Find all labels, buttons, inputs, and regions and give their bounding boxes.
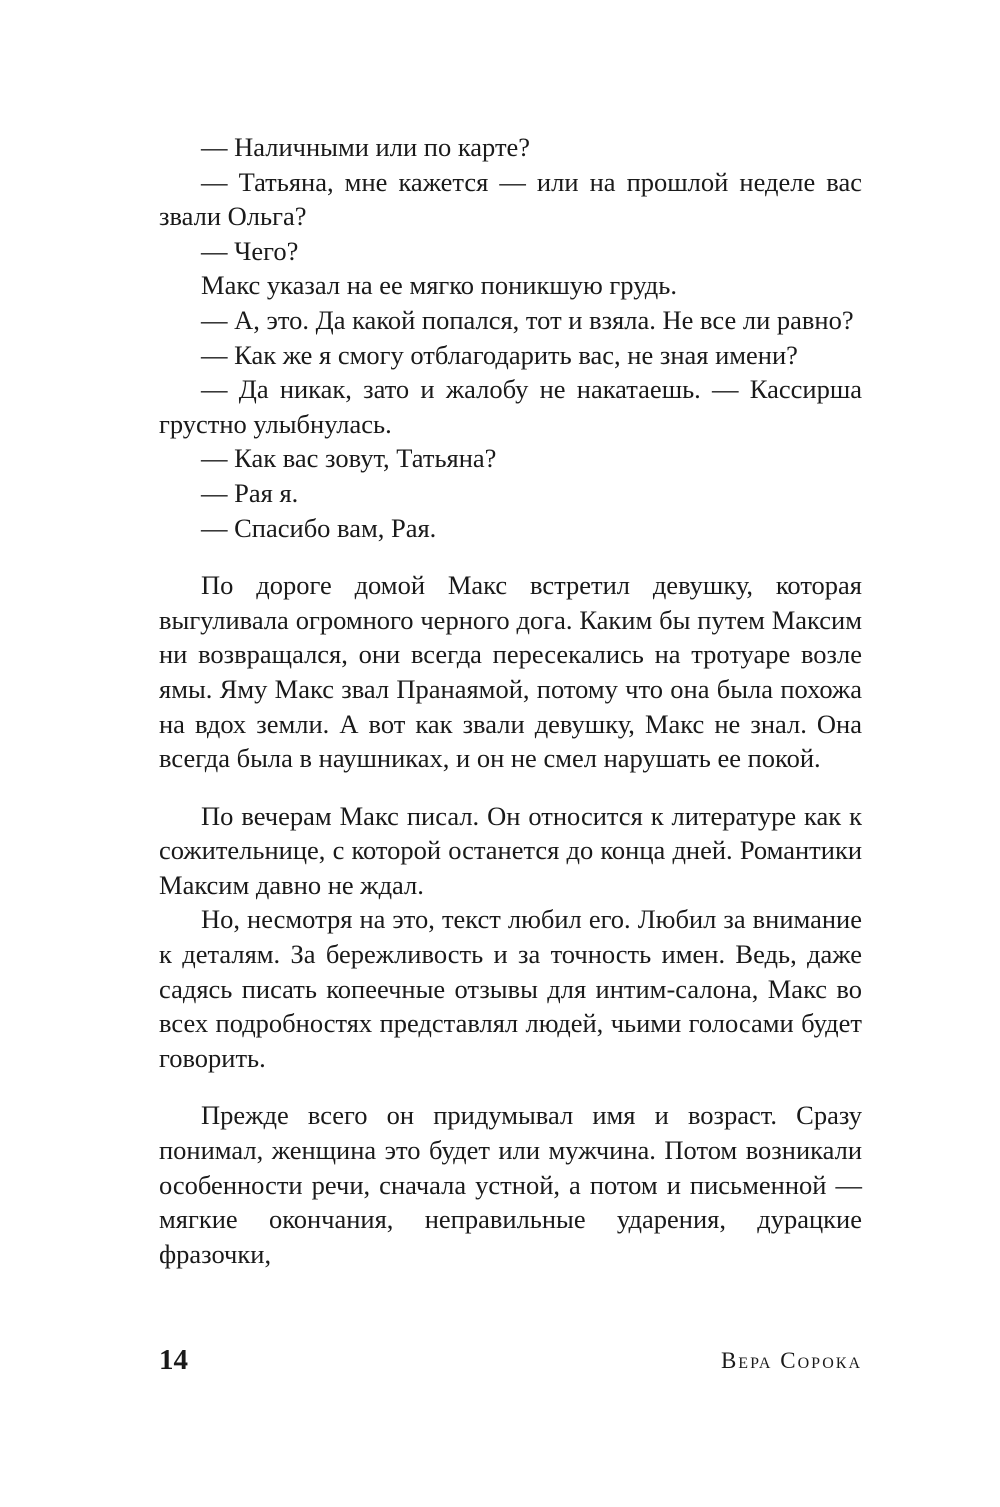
- paragraph: По дороге домой Макс встретил девушку, которая выгуливала огромного черного дога. Каким бы путем Максим ни возвращался, они всегда пересекались на тротуаре возле ямы. Яму Макс звал Пранаямой, потому что она была похожа на вдох земли. А вот как звали девушку, Макс не знал. Она всегда была в наушниках, и он не смел нарушать ее покой.: [159, 570, 862, 774]
- paragraph: Прежде всего он придумывал имя и возраст. Сразу понимал, женщина это будет или мужчина. Потом возникали особенности речи, сначала устной, а потом и письменной — мягкие окончания, неправильные ударения, дурацкие фразочки,: [159, 1100, 862, 1269]
- paragraph: — А, это. Да какой попался, тот и взяла. Не все ли равно?: [201, 304, 854, 335]
- paragraph: — Спасибо вам, Рая.: [201, 512, 437, 543]
- running-footer-author: Вера Сорока: [720, 1348, 862, 1373]
- paragraph: Макс указал на ее мягко поникшую грудь.: [201, 270, 677, 301]
- page-number: 14: [159, 1344, 188, 1376]
- paragraph: — Как вас зовут, Татьяна?: [201, 443, 497, 474]
- paragraph: По вечерам Макс писал. Он относится к литературе как к сожительнице, с которой останется до конца дней. Романтики Максим давно не ждал.: [159, 800, 862, 900]
- paragraph: — Татьяна, мне кажется — или на прошлой неделе вас звали Ольга?: [159, 166, 862, 232]
- paragraph: — Наличными или по карте?: [201, 132, 531, 162]
- paragraph: — Чего?: [201, 235, 299, 266]
- paragraph: — Как же я смогу отблагодарить вас, не зная имени?: [201, 339, 798, 370]
- paragraph: — Да никак, зато и жалобу не накатаешь. — Кассирша грустно улыбнулась.: [159, 374, 862, 439]
- paragraph: Но, несмотря на это, текст любил его. Любил за внимание к деталям. За бережливость и за точность имен. Ведь, даже садясь писать копеечные отзывы для интим-салона, Макс во всех подробностях представлял людей, чьими голосами будет говорить.: [159, 904, 862, 1073]
- body-text: [159, 130, 862, 1271]
- paragraph: — Рая я.: [201, 477, 299, 508]
